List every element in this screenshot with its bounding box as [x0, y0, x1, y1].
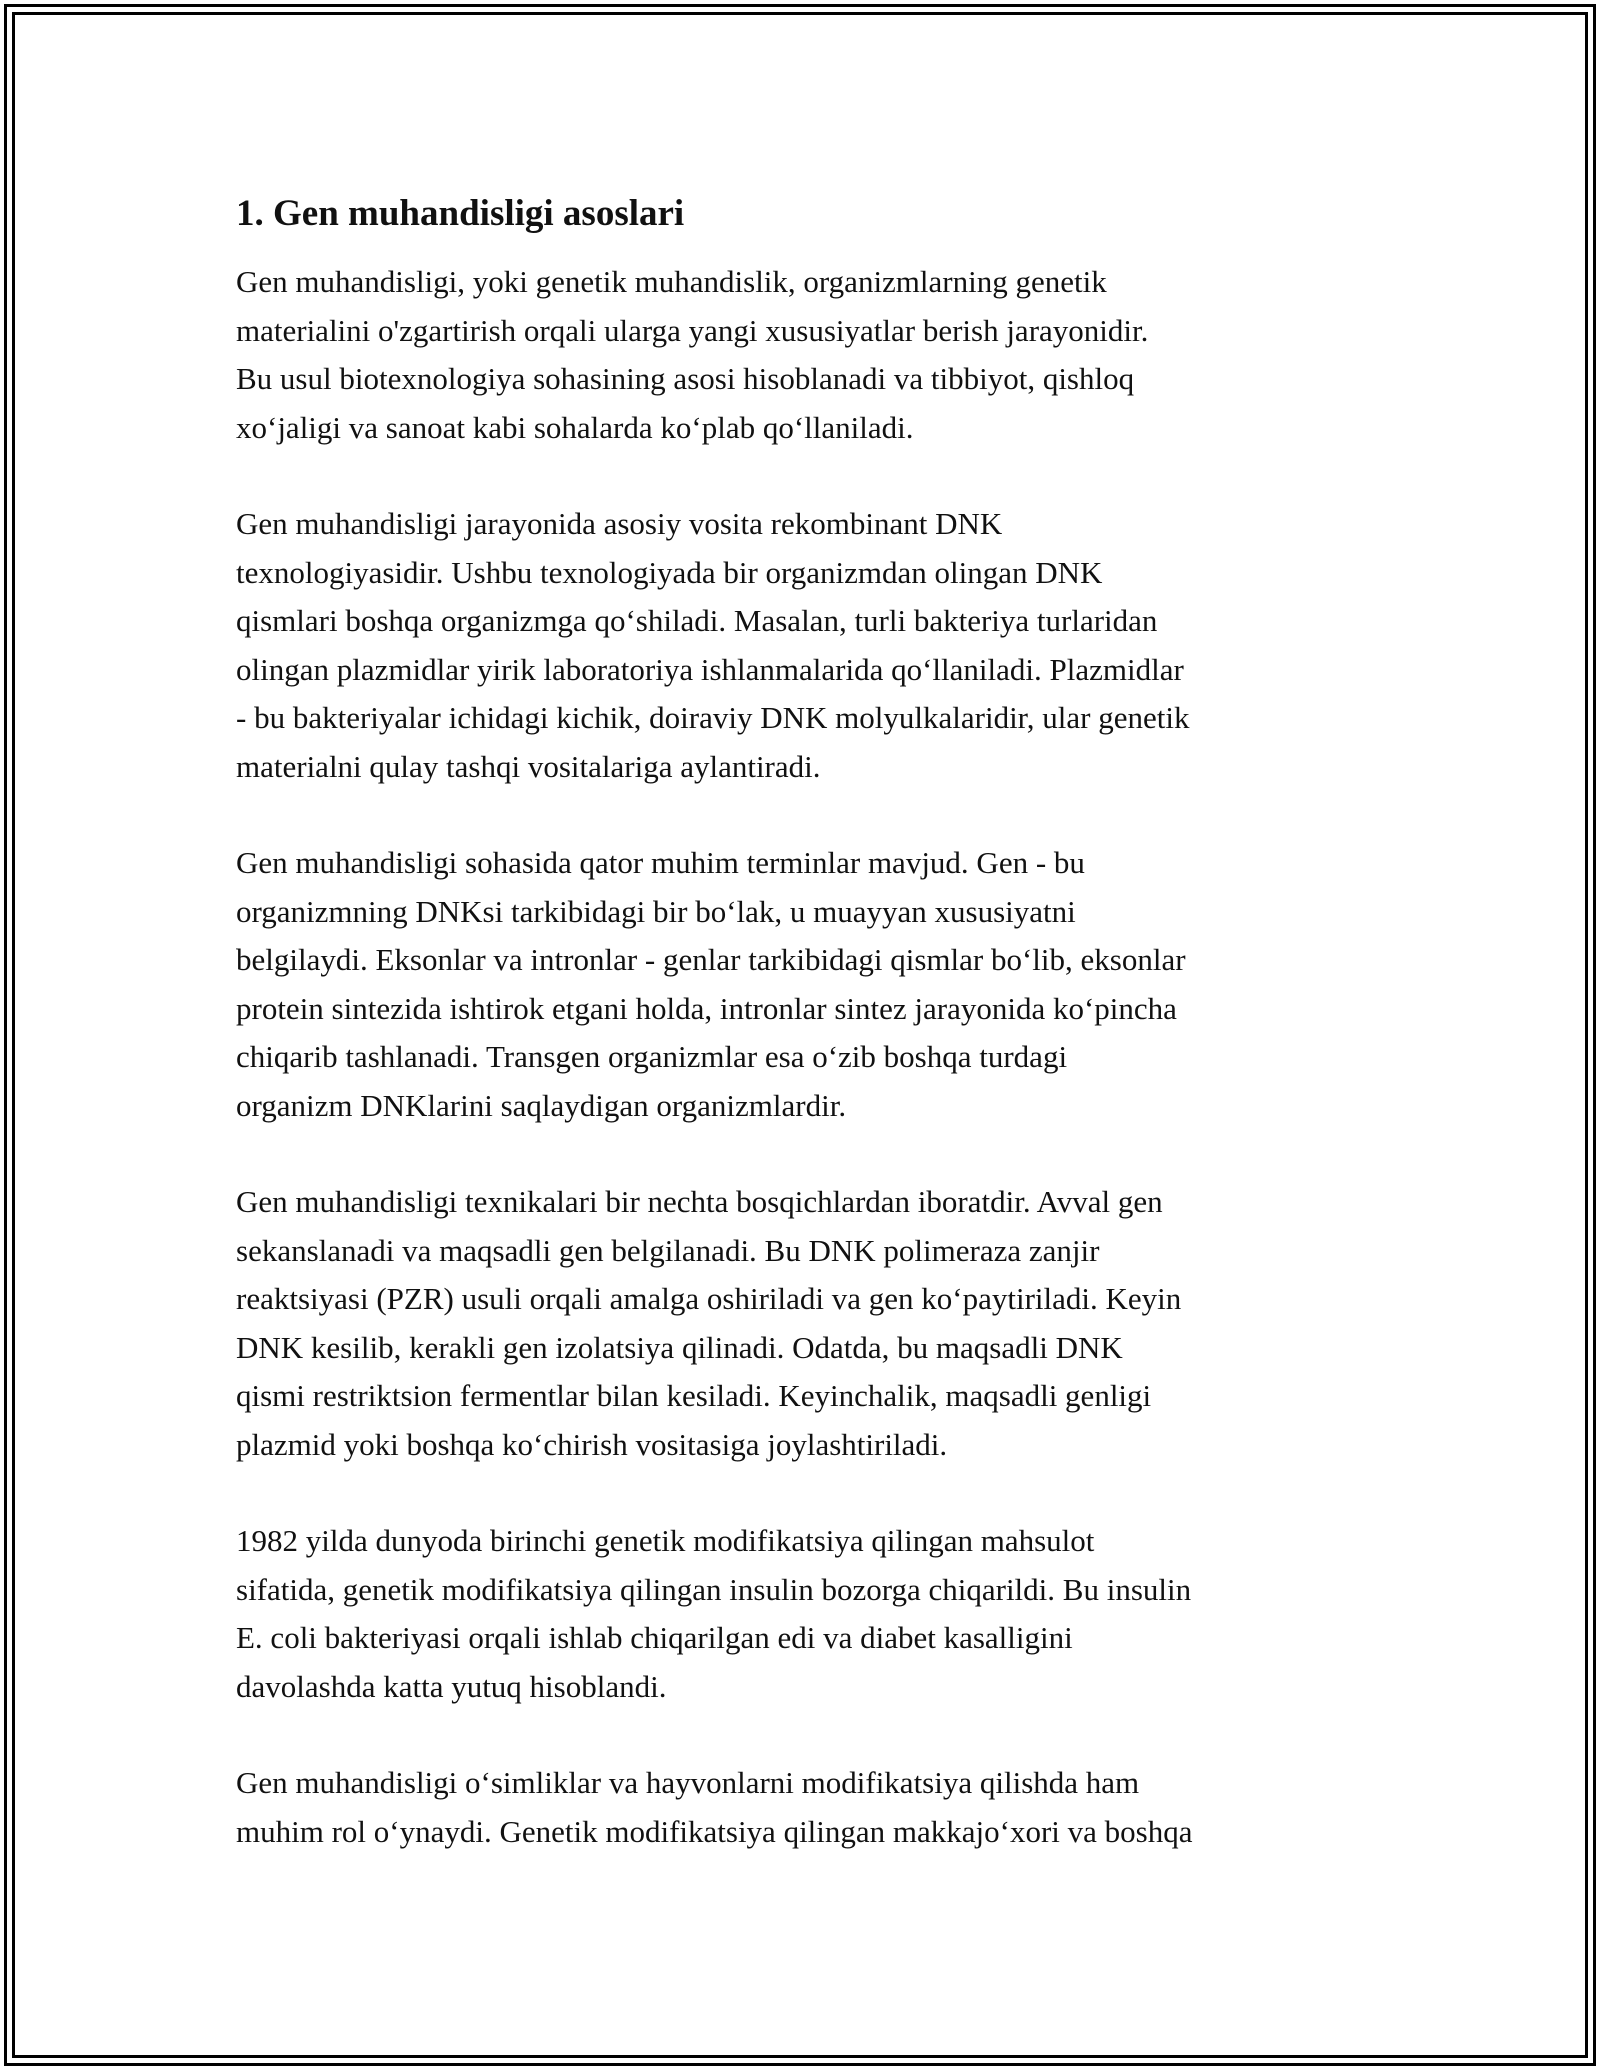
text-line: protein sintezida ishtirok etgani holda, intronlar sintez jarayonida ko‘pincha	[236, 990, 1177, 1026]
text-line: materialini o'zgartirish orqali ularga yangi xususiyatlar berish jarayonidir.	[236, 312, 1149, 348]
text-line: Gen muhandisligi, yoki genetik muhandislik, organizmlarning genetik	[236, 264, 1107, 299]
paragraph-4	[236, 1178, 1371, 1469]
paragraph-1	[236, 258, 1371, 452]
text-line: reaktsiyasi (PZR) usuli orqali amalga oshiriladi va gen ko‘paytiriladi. Keyin	[236, 1281, 1182, 1316]
text-line: davolashda katta yutuq hisoblandi.	[236, 1668, 667, 1704]
text-line: qismlari boshqa organizmga qo‘shiladi. Masalan, turli bakteriya turlaridan	[236, 603, 1158, 638]
paragraph-2	[236, 500, 1371, 791]
text-line: materialni qulay tashqi vositalariga aylantiradi.	[236, 748, 821, 784]
text-line: 1982 yilda dunyoda birinchi genetik modifikatsiya qilingan mahsulot	[236, 1523, 1095, 1558]
section-heading: 1. Gen muhandisligi asoslari	[236, 193, 685, 234]
text-line: xo‘jaligi va sanoat kabi sohalarda ko‘plab qo‘llaniladi.	[236, 409, 914, 445]
text-line: Gen muhandisligi texnikalari bir nechta bosqichlardan iboratdir. Avval gen	[236, 1184, 1163, 1219]
text-line: Bu usul biotexnologiya sohasining asosi hisoblanadi va tibbiyot, qishloq	[236, 361, 1135, 396]
text-line: qismi restriktsion fermentlar bilan kesiladi. Keyinchalik, maqsadli genligi	[236, 1378, 1152, 1413]
text-line: sekanslanadi va maqsadli gen belgilanadi. Bu DNK polimeraza zanjir	[236, 1232, 1100, 1268]
text-line: Gen muhandisligi o‘simliklar va hayvonlarni modifikatsiya qilishda ham	[236, 1765, 1140, 1800]
text-line: plazmid yoki boshqa ko‘chirish vositasiga joylashtiriladi.	[236, 1426, 948, 1462]
text-line: organizmning DNKsi tarkibidagi bir bo‘lak, u muayyan xususiyatni	[236, 893, 1076, 929]
text-line: muhim rol o‘ynaydi. Genetik modifikatsiya qilingan makkajo‘xori va boshqa	[236, 1813, 1193, 1849]
text-line: Gen muhandisligi sohasida qator muhim terminlar mavjud. Gen - bu	[236, 845, 1085, 880]
text-line: DNK kesilib, kerakli gen izolatsiya qilinadi. Odatda, bu maqsadli DNK	[236, 1329, 1123, 1365]
text-line: belgilaydi. Eksonlar va intronlar - genlar tarkibidagi qismlar bo‘lib, eksonlar	[236, 942, 1186, 977]
text-line: Gen muhandisligi jarayonida asosiy vosita rekombinant DNK	[236, 506, 1003, 541]
text-line: texnologiyasidir. Ushbu texnologiyada bir organizmdan olingan DNK	[236, 554, 1103, 590]
document-body	[236, 188, 1371, 1904]
paragraph-5	[236, 1517, 1371, 1711]
paragraph-3	[236, 839, 1371, 1130]
text-line: - bu bakteriyalar ichidagi kichik, doiraviy DNK molyulkalaridir, ular genetik	[236, 700, 1190, 735]
text-line: olingan plazmidlar yirik laboratoriya ishlanmalarida qo‘llaniladi. Plazmidlar	[236, 651, 1184, 687]
text-line: sifatida, genetik modifikatsiya qilingan insulin bozorga chiqarildi. Bu insulin	[236, 1571, 1192, 1607]
text-line: E. coli bakteriyasi orqali ishlab chiqarilgan edi va diabet kasalligini	[236, 1620, 1073, 1655]
text-line: chiqarib tashlanadi. Transgen organizmlar esa o‘zib boshqa turdagi	[236, 1039, 1068, 1074]
paragraph-6	[236, 1759, 1371, 1856]
text-line: organizm DNKlarini saqlaydigan organizmlardir.	[236, 1087, 847, 1123]
